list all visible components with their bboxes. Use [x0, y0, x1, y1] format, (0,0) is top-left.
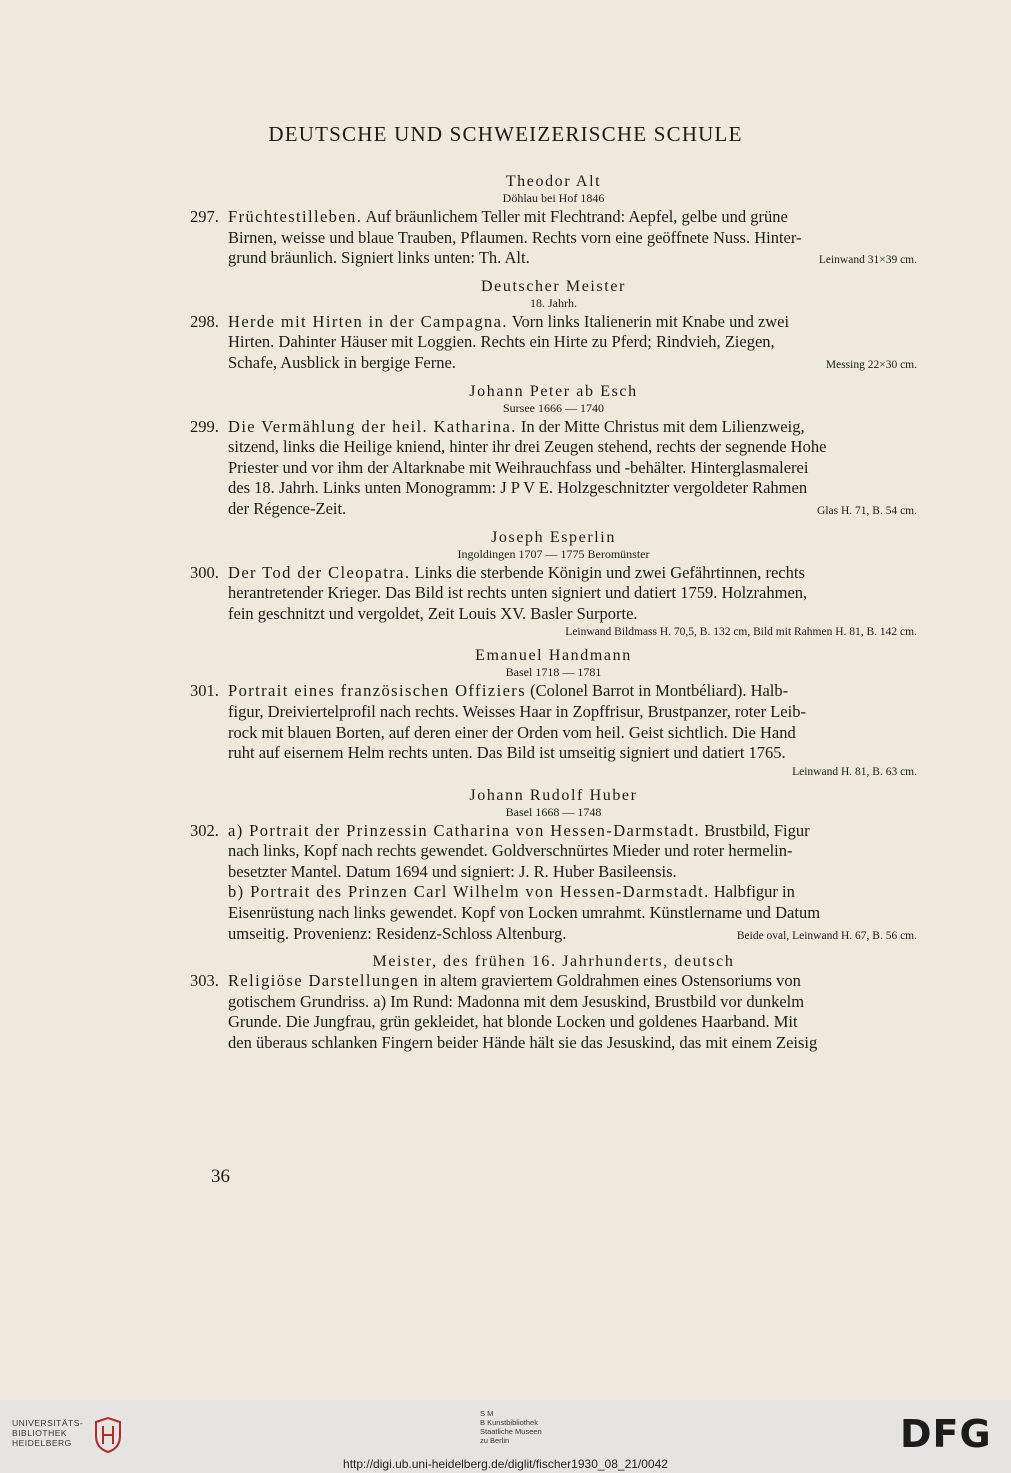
entry-text: Links die sterbende Königin und zwei Gefährtinnen, rechts — [414, 562, 805, 582]
entry-line: Priester und vor ihm der Altarknabe mit Weihrauchfass und -behälter. Hinterglasmalerei — [228, 457, 809, 477]
smb-line-3: Staatliche Museen — [480, 1427, 542, 1436]
entry-line: herantretender Krieger. Das Bild ist rechts unten signiert und datiert 1759. Holzrahmen, — [228, 583, 808, 603]
entry-measurements: Leinwand Bildmass H. 70,5, B. 132 cm, Bild mit Rahmen H. 81, B. 142 cm. — [565, 626, 917, 639]
artist-dates: Ingoldingen 1707 — 1775 Beromünster — [457, 546, 650, 561]
entry-line — [228, 207, 917, 228]
entry-title: Herde mit Hirten in der Campagna. — [228, 311, 508, 331]
catalog-entry — [190, 207, 917, 271]
entry-number: 303. — [190, 971, 219, 991]
entry-number: 302. — [190, 820, 219, 840]
entry-title: Religiöse Darstellungen — [228, 971, 420, 991]
entry-line: rock mit blauen Borten, auf deren einer der Orden vom heil. Geist sichtlich. Die Hand — [228, 722, 796, 742]
catalog-entry — [190, 312, 917, 376]
artist-dates: Döhlau bei Hof 1846 — [502, 191, 605, 205]
source-url-link[interactable]: http://digi.ub.uni-heidelberg.de/diglit/fischer1930_08_21/0042 — [343, 1457, 668, 1471]
entry-text: umseitig. Provenienz: Residenz-Schloss Altenburg. — [228, 923, 567, 943]
page-heading: DEUTSCHE UND SCHWEIZERISCHE SCHULE — [268, 122, 743, 146]
artist-name: Deutscher Meister — [481, 277, 626, 295]
entry-number: 298. — [190, 311, 219, 331]
catalog-entry — [190, 563, 917, 641]
entry-line: Eisenrüstung nach links gewendet. Kopf von Locken umrahmt. Künstlername und Datum — [228, 903, 821, 923]
entry-measurements: Leinwand 31×39 cm. — [818, 254, 917, 267]
entry-last-line — [228, 499, 917, 522]
entry-line — [228, 681, 917, 702]
entry-text: der Régence-Zeit. — [228, 498, 347, 518]
page-number: 36 — [211, 1166, 230, 1187]
artist-dates: Basel 1718 — 1781 — [505, 665, 602, 680]
entry-title: a) Portrait der Prinzessin Catharina von Hessen-Darmstadt. — [228, 820, 701, 840]
entry-text: Schafe, Ausblick in bergige Ferne. — [228, 352, 456, 372]
dfg-logo: DFG — [900, 1412, 992, 1456]
entry-title: Portrait eines französischen Offiziers — [228, 681, 527, 701]
artist-dates: Sursee 1666 — 1740 — [503, 400, 604, 415]
entry-line — [228, 971, 917, 992]
artist-name: Johann Rudolf Huber — [469, 786, 638, 804]
catalog-entry — [190, 971, 917, 1053]
entry-measurements: Glas H. 71, B. 54 cm. — [817, 504, 917, 517]
entry-number: 299. — [190, 416, 219, 436]
entry-line — [228, 417, 917, 438]
catalog-entry — [190, 821, 917, 947]
entry-line: des 18. Jahrh. Links unten Monogramm: J P V E. Holzgeschnitzter vergoldeter Rahmen — [228, 478, 808, 498]
entry-line: den überaus schlanken Fingern beider Hände hält sie das Jesuskind, das mit einem Zeisig — [228, 1033, 818, 1053]
artist-name: Meister, des frühen 16. Jahrhunderts, deutsch — [372, 953, 735, 971]
smb-kunstbibliothek-label — [480, 1409, 542, 1445]
artist-name: Joseph Esperlin — [491, 528, 616, 546]
smb-line-4: zu Berlin — [480, 1436, 510, 1445]
entry-title: Die Vermählung der heil. Katharina. — [228, 416, 517, 436]
entry-number: 300. — [190, 562, 219, 582]
entry-line: ruht auf eisernem Helm rechts unten. Das Bild ist umseitig signiert und datiert 1765. — [228, 743, 786, 763]
university-library-label — [12, 1418, 83, 1448]
entry-line: figur, Dreiviertelprofil nach rechts. Weisses Haar in Zopffrisur, Brustpanzer, roter Leib- — [228, 701, 806, 721]
entry-line — [228, 312, 917, 333]
entry-text: Brustbild, Figur — [704, 820, 810, 840]
entry-line: sitzend, links die Heilige kniend, hinter ihr drei Zeugen stehend, rechts der segnende Hohe — [228, 437, 827, 457]
entry-line: nach links, Kopf nach rechts gewendet. Goldverschnürtes Mieder und roter hermelin- — [228, 841, 793, 861]
entry-text: grund bräunlich. Signiert links unten: Th. Alt. — [228, 248, 530, 268]
artist-dates: Basel 1668 — 1748 — [505, 804, 602, 819]
entry-last-line — [228, 924, 917, 947]
entry-line: Birnen, weisse und blaue Trauben, Pflaumen. Rechts vorn eine geöffnete Nuss. Hinter- — [228, 227, 802, 247]
footer-bar — [0, 1400, 1011, 1473]
entry-measurements: Beide oval, Leinwand H. 67, B. 56 cm. — [736, 929, 917, 942]
entry-line: fein geschnitzt und vergoldet, Zeit Louis XV. Basler Surporte. — [228, 603, 638, 623]
entry-measurements: Messing 22×30 cm. — [825, 358, 917, 371]
entry-line: besetzter Mantel. Datum 1694 und signiert: J. R. Huber Basileensis. — [228, 861, 677, 881]
entry-text: in altem graviertem Goldrahmen eines Ostensoriums von — [423, 971, 801, 991]
artist-dates: 18. Jahrh. — [530, 295, 577, 310]
entry-line: Hirten. Dahinter Häuser mit Loggien. Rechts ein Hirte zu Pferd; Rindvieh, Ziegen, — [228, 332, 775, 352]
university-line-2: BIBLIOTHEK — [12, 1428, 68, 1438]
entry-line — [228, 882, 917, 903]
entry-title: Früchtestilleben. — [228, 207, 363, 226]
artist-name: Emanuel Handmann — [475, 647, 632, 665]
smb-line-1: S M — [480, 1409, 494, 1418]
entry-text: Halbfigur in — [713, 882, 795, 902]
university-line-3: HEIDELBERG — [12, 1438, 72, 1448]
catalog-column — [190, 166, 917, 1054]
university-line-1: UNIVERSITÄTS- — [12, 1418, 84, 1428]
entry-last-line — [228, 353, 917, 376]
entry-number: 297. — [190, 207, 219, 226]
entry-last-line — [228, 248, 917, 271]
entry-title: Der Tod der Cleopatra. — [228, 562, 411, 582]
entry-line: gotischem Grundriss. a) Im Rund: Madonna mit dem Jesuskind, Brustbild vor dunkelm — [228, 991, 805, 1011]
smb-line-2: B Kunstbibliothek — [480, 1418, 538, 1427]
catalog-entry — [190, 681, 917, 779]
entry-subtitle: b) Portrait des Prinzen Carl Wilhelm von Hessen-Darmstadt. — [228, 882, 710, 902]
entry-text: Auf bräunlichem Teller mit Flechtrand: Aepfel, gelbe und grüne — [365, 207, 788, 226]
entry-measurements: Leinwand H. 81, B. 63 cm. — [792, 765, 917, 778]
entry-number: 301. — [190, 681, 219, 701]
entry-text: In der Mitte Christus mit dem Lilienzweig, — [520, 416, 805, 436]
entry-line — [228, 821, 917, 842]
artist-name: Johann Peter ab Esch — [469, 382, 638, 400]
catalog-entry — [190, 417, 917, 522]
university-logo-icon — [92, 1416, 124, 1454]
entry-line — [228, 563, 917, 584]
artist-name: Theodor Alt — [505, 173, 602, 190]
entry-text: Vorn links Italienerin mit Knabe und zwei — [511, 311, 790, 331]
entry-line: Grunde. Die Jungfrau, grün gekleidet, hat blonde Locken und goldenes Haarband. Mit — [228, 1012, 798, 1032]
entry-text: (Colonel Barrot in Montbéliard). Halb- — [530, 681, 789, 701]
